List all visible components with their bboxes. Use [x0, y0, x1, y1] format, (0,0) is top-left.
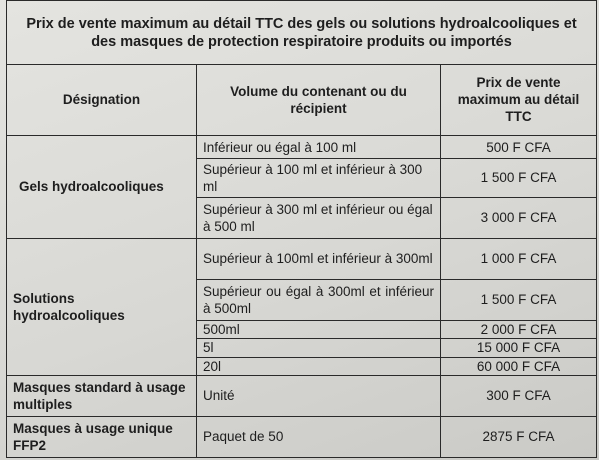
table-row: [7, 136, 597, 159]
table-row: [7, 375, 597, 416]
header-row: [7, 64, 597, 136]
designation-masques-ffp2: Masques à usage unique FFP2: [7, 416, 197, 457]
table-title: Prix de vente maximum au détail TTC des gels ou solutions hydroalcooliques et des masques de protection respiratoire produits ou importés: [7, 1, 597, 65]
volume-cell: Inférieur ou égal à 100 ml: [197, 136, 441, 159]
price-cell: 3 000 F CFA: [441, 197, 597, 238]
price-cell: 500 F CFA: [441, 136, 597, 159]
price-cell: 1 500 F CFA: [441, 158, 597, 197]
volume-cell: Supérieur ou égal à 300ml et inférieur à 500ml: [197, 279, 441, 320]
price-cell: 1 000 F CFA: [441, 238, 597, 279]
table-row: [7, 238, 597, 279]
designation-gels: Gels hydroalcooliques: [7, 136, 197, 238]
volume-cell: Supérieur à 100 ml et inférieur à 300 ml: [197, 158, 441, 197]
price-cell: 15 000 F CFA: [441, 339, 597, 357]
volume-cell: Paquet de 50: [197, 416, 441, 457]
price-cell: 2875 F CFA: [441, 416, 597, 457]
price-cell: 1 500 F CFA: [441, 279, 597, 320]
price-cell: 300 F CFA: [441, 375, 597, 416]
designation-masques-standard: Masques standard à usage multiples: [7, 375, 197, 416]
volume-cell: Supérieur à 100ml et inférieur à 300ml: [197, 238, 441, 279]
designation-solutions: Solutions hydroalcooliques: [7, 238, 197, 375]
volume-cell: 500ml: [197, 320, 441, 338]
price-table: [6, 0, 597, 458]
volume-cell: Supérieur à 300 ml et inférieur ou égal à 500 ml: [197, 197, 441, 238]
volume-cell: 5l: [197, 339, 441, 357]
price-cell: 2 000 F CFA: [441, 320, 597, 338]
price-cell: 60 000 F CFA: [441, 357, 597, 375]
table-row: [7, 416, 597, 457]
header-price: Prix de vente maximum au détail TTC: [441, 64, 597, 136]
volume-cell: 20l: [197, 357, 441, 375]
volume-cell: Unité: [197, 375, 441, 416]
header-volume: Volume du contenant ou du récipient: [197, 64, 441, 136]
header-designation: Désignation: [7, 64, 197, 136]
